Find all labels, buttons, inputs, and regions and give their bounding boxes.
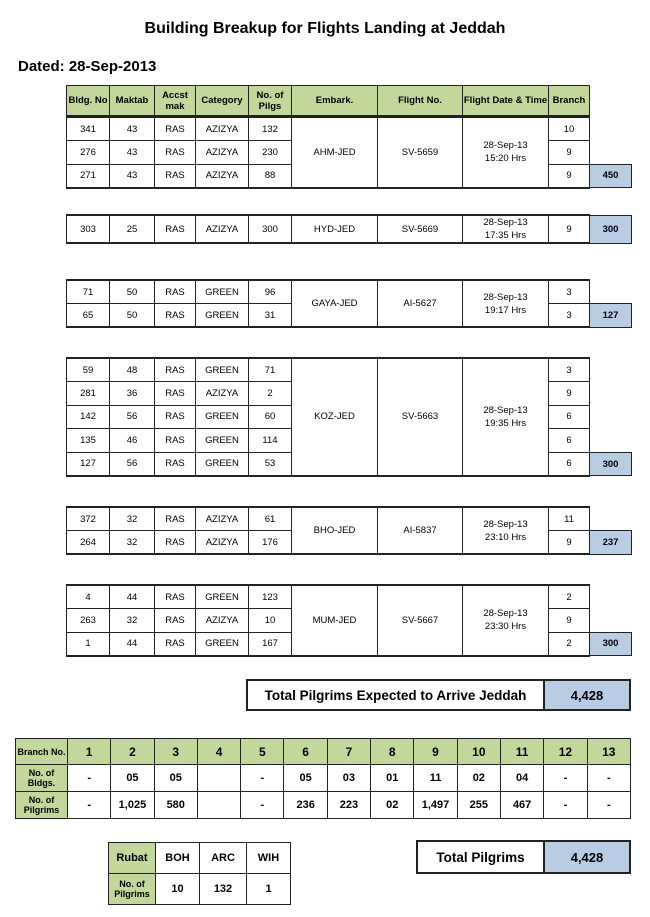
- flight-no-cell: SV-5663: [378, 358, 463, 476]
- branch-cell: 3: [549, 280, 590, 304]
- table-row: [67, 358, 632, 382]
- pilgs-cell: 71: [249, 358, 292, 382]
- date-label: Dated: 28-Sep-2013: [18, 58, 157, 75]
- category-cell: AZIZYA: [196, 117, 249, 141]
- pilgs-cell: 167: [249, 632, 292, 656]
- maktab-cell: 50: [110, 280, 155, 304]
- flight-no-cell: SV-5667: [378, 585, 463, 656]
- maktab-cell: 56: [110, 405, 155, 429]
- flight-no-cell: SV-5659: [378, 117, 463, 188]
- category-cell: GREEN: [196, 429, 249, 453]
- col-header-flight-no: Flight No.: [378, 86, 463, 116]
- col-header-flight-date: Flight Date & Time: [463, 86, 549, 116]
- summary-branch-number: 6: [284, 739, 327, 765]
- summary-pilgrims-value: 467: [500, 792, 543, 819]
- branch-cell: 9: [549, 164, 590, 188]
- blank-cell: [590, 609, 632, 633]
- rubat-value: 10: [156, 874, 200, 905]
- branch-summary-table: [15, 738, 631, 819]
- blank-cell: [590, 429, 632, 453]
- col-header-embark: Embark.: [292, 86, 378, 116]
- flight-date-cell: [463, 117, 549, 188]
- rubat-value: 132: [200, 874, 247, 905]
- flight-date-cell: [463, 585, 549, 656]
- total-expected-box: [246, 679, 631, 711]
- pilgs-cell: 60: [249, 405, 292, 429]
- branch-cell: 9: [549, 382, 590, 406]
- branch-cell: 9: [549, 531, 590, 555]
- accst-cell: RAS: [155, 531, 196, 555]
- maktab-cell: 50: [110, 304, 155, 328]
- col-header-category: Category: [196, 86, 249, 116]
- branch-cell: 9: [549, 609, 590, 633]
- summary-pilgrims-value: 255: [457, 792, 500, 819]
- maktab-cell: 32: [110, 609, 155, 633]
- maktab-cell: 48: [110, 358, 155, 382]
- summary-bldgs-value: 05: [154, 765, 197, 792]
- summary-branch-number: 2: [111, 739, 154, 765]
- branch-cell: 3: [549, 304, 590, 328]
- summary-bldgs-value: -: [544, 765, 587, 792]
- maktab-cell: 43: [110, 141, 155, 165]
- accst-cell: RAS: [155, 280, 196, 304]
- accst-cell: RAS: [155, 507, 196, 531]
- flight-date-cell: [463, 358, 549, 476]
- summary-branch-number: 7: [327, 739, 370, 765]
- accst-cell: RAS: [155, 304, 196, 328]
- category-cell: AZIZYA: [196, 609, 249, 633]
- flight-date: 28-Sep-13: [483, 518, 528, 530]
- summary-branch-number: 5: [241, 739, 284, 765]
- category-cell: GREEN: [196, 405, 249, 429]
- accst-cell: RAS: [155, 452, 196, 476]
- total-pilgrims-label: Total Pilgrims: [436, 849, 525, 865]
- summary-branch-number: 11: [500, 739, 543, 765]
- table-row: [67, 215, 632, 243]
- summary-bldgs-value: -: [587, 765, 630, 792]
- category-cell: GREEN: [196, 632, 249, 656]
- pilgs-cell: 230: [249, 141, 292, 165]
- branch-cell: 11: [549, 507, 590, 531]
- summary-pilgrims-value: [197, 792, 240, 819]
- summary-branch-row: [16, 739, 631, 765]
- group-total-cell: 127: [590, 304, 632, 328]
- group-total-cell: 300: [590, 452, 632, 476]
- maktab-cell: 25: [110, 215, 155, 243]
- summary-branch-number: 1: [68, 739, 111, 765]
- summary-bldgs-label: No. of Bldgs.: [16, 765, 68, 792]
- category-cell: GREEN: [196, 304, 249, 328]
- bldg-cell: 281: [67, 382, 110, 406]
- summary-pilgrims-value: -: [68, 792, 111, 819]
- flight-time: 23:10 Hrs: [484, 531, 527, 543]
- col-header-pilgs: No. of Pilgs: [249, 86, 292, 116]
- summary-bldgs-value: 02: [457, 765, 500, 792]
- flight-date-cell: [463, 215, 549, 243]
- accst-cell: RAS: [155, 164, 196, 188]
- branch-cell: 6: [549, 405, 590, 429]
- flight-no-cell: SV-5669: [378, 215, 463, 243]
- flight-no-cell: AI-5627: [378, 280, 463, 327]
- summary-pilgrims-value: -: [544, 792, 587, 819]
- branch-cell: 2: [549, 632, 590, 656]
- total-pilgrims-box: [416, 840, 631, 874]
- category-cell: AZIZYA: [196, 507, 249, 531]
- summary-pilgrims-value: 1,025: [111, 792, 154, 819]
- bldg-cell: 303: [67, 215, 110, 243]
- branch-cell: 9: [549, 215, 590, 243]
- summary-bldgs-value: 03: [327, 765, 370, 792]
- maktab-cell: 44: [110, 632, 155, 656]
- bldg-cell: 135: [67, 429, 110, 453]
- accst-cell: RAS: [155, 632, 196, 656]
- total-expected-label: Total Pilgrims Expected to Arrive Jeddah: [264, 687, 527, 703]
- category-cell: AZIZYA: [196, 141, 249, 165]
- accst-cell: RAS: [155, 609, 196, 633]
- flight-date: 28-Sep-13: [483, 404, 528, 416]
- summary-bldgs-value: 04: [500, 765, 543, 792]
- pilgs-cell: 31: [249, 304, 292, 328]
- col-header-maktab: Maktab: [110, 86, 155, 116]
- summary-branch-label: Branch No.: [16, 739, 68, 765]
- category-cell: AZIZYA: [196, 215, 249, 243]
- summary-pilgrims-value: -: [587, 792, 630, 819]
- summary-pilgrims-value: 223: [327, 792, 370, 819]
- flight-group-table: [66, 279, 632, 328]
- rubat-header: Rubat: [109, 843, 156, 874]
- summary-branch-number: 8: [371, 739, 414, 765]
- maktab-cell: 56: [110, 452, 155, 476]
- table-row: [67, 507, 632, 531]
- bldg-cell: 276: [67, 141, 110, 165]
- branch-cell: 10: [549, 117, 590, 141]
- pilgs-cell: 2: [249, 382, 292, 406]
- summary-branch-number: 9: [414, 739, 457, 765]
- summary-pilgrims-value: 580: [154, 792, 197, 819]
- summary-pilgrims-label: No. of Pilgrims: [16, 792, 68, 819]
- summary-pilgrims-value: -: [241, 792, 284, 819]
- flight-group-table: [66, 584, 632, 657]
- accst-cell: RAS: [155, 358, 196, 382]
- summary-bldgs-value: -: [241, 765, 284, 792]
- category-cell: GREEN: [196, 585, 249, 609]
- category-cell: GREEN: [196, 358, 249, 382]
- branch-cell: 3: [549, 358, 590, 382]
- bldg-cell: 271: [67, 164, 110, 188]
- table-row: [67, 585, 632, 609]
- blank-cell: [590, 507, 632, 531]
- embark-cell: GAYA-JED: [292, 280, 378, 327]
- flight-date-cell: [463, 280, 549, 327]
- flight-date: 28-Sep-13: [483, 140, 528, 152]
- pilgs-cell: 300: [249, 215, 292, 243]
- flight-time: 19:35 Hrs: [484, 417, 527, 429]
- summary-bldgs-value: 01: [371, 765, 414, 792]
- table-row: [67, 280, 632, 304]
- accst-cell: RAS: [155, 585, 196, 609]
- blank-cell: [590, 585, 632, 609]
- group-total-cell: 450: [590, 164, 632, 188]
- blank-cell: [590, 358, 632, 382]
- rubat-row-label: No. of Pilgrims: [109, 874, 156, 905]
- flight-no-cell: AI-5837: [378, 507, 463, 554]
- pilgs-cell: 53: [249, 452, 292, 476]
- summary-branch-number: 10: [457, 739, 500, 765]
- blank-cell: [590, 405, 632, 429]
- summary-bldgs-value: -: [68, 765, 111, 792]
- accst-cell: RAS: [155, 141, 196, 165]
- blank-cell: [590, 382, 632, 406]
- flight-group-table: [66, 357, 632, 477]
- bldg-cell: 59: [67, 358, 110, 382]
- bldg-cell: 264: [67, 531, 110, 555]
- total-expected-value: 4,428: [543, 681, 629, 709]
- pilgs-cell: 10: [249, 609, 292, 633]
- maktab-cell: 32: [110, 507, 155, 531]
- blank-cell: [590, 141, 632, 165]
- summary-bldgs-value: 05: [284, 765, 327, 792]
- summary-branch-number: 12: [544, 739, 587, 765]
- flight-date: 28-Sep-13: [483, 217, 528, 228]
- branch-cell: 9: [549, 141, 590, 165]
- maktab-cell: 36: [110, 382, 155, 406]
- embark-cell: HYD-JED: [292, 215, 378, 243]
- bldg-cell: 142: [67, 405, 110, 429]
- col-header-branch: Branch: [549, 86, 590, 116]
- accst-cell: RAS: [155, 117, 196, 141]
- flight-time: 15:20 Hrs: [484, 153, 527, 165]
- pilgs-cell: 176: [249, 531, 292, 555]
- group-total-cell: 300: [590, 215, 632, 243]
- bldg-cell: 1: [67, 632, 110, 656]
- summary-branch-number: 3: [154, 739, 197, 765]
- bldg-cell: 127: [67, 452, 110, 476]
- summary-pilgrims-value: 236: [284, 792, 327, 819]
- bldg-cell: 341: [67, 117, 110, 141]
- pilgs-cell: 114: [249, 429, 292, 453]
- category-cell: AZIZYA: [196, 531, 249, 555]
- bldg-cell: 4: [67, 585, 110, 609]
- summary-pilgrims-value: 1,497: [414, 792, 457, 819]
- accst-cell: RAS: [155, 382, 196, 406]
- rubat-name: ARC: [200, 843, 247, 874]
- embark-cell: AHM-JED: [292, 117, 378, 188]
- maktab-cell: 46: [110, 429, 155, 453]
- accst-cell: RAS: [155, 215, 196, 243]
- group-total-cell: 237: [590, 531, 632, 555]
- bldg-cell: 65: [67, 304, 110, 328]
- maktab-cell: 44: [110, 585, 155, 609]
- col-header-accst: Accst mak: [155, 86, 196, 116]
- flight-date: 28-Sep-13: [483, 608, 528, 620]
- category-cell: AZIZYA: [196, 382, 249, 406]
- maktab-cell: 43: [110, 117, 155, 141]
- flight-group-table: [66, 214, 632, 244]
- flight-group-table: [66, 116, 632, 189]
- flight-table-header: [66, 85, 590, 116]
- summary-bldgs-value: [197, 765, 240, 792]
- bldg-cell: 263: [67, 609, 110, 633]
- category-cell: AZIZYA: [196, 164, 249, 188]
- accst-cell: RAS: [155, 429, 196, 453]
- flight-time: 23:30 Hrs: [484, 621, 527, 633]
- pilgs-cell: 96: [249, 280, 292, 304]
- blank-cell: [590, 280, 632, 304]
- flight-time: 19:17 Hrs: [484, 304, 527, 316]
- group-total-cell: 300: [590, 632, 632, 656]
- pilgs-cell: 123: [249, 585, 292, 609]
- rubat-value: 1: [247, 874, 291, 905]
- rubat-name: BOH: [156, 843, 200, 874]
- summary-bldgs-row: [16, 765, 631, 792]
- summary-branch-number: 13: [587, 739, 630, 765]
- total-pilgrims-value: 4,428: [543, 842, 629, 872]
- flight-time: 17:35 Hrs: [484, 230, 527, 241]
- maktab-cell: 32: [110, 531, 155, 555]
- summary-bldgs-value: 11: [414, 765, 457, 792]
- summary-pilgrims-row: [16, 792, 631, 819]
- rubat-name: WIH: [247, 843, 291, 874]
- rubat-table: [108, 842, 291, 905]
- flight-date: 28-Sep-13: [483, 291, 528, 303]
- bldg-cell: 372: [67, 507, 110, 531]
- embark-cell: BHO-JED: [292, 507, 378, 554]
- flight-date-cell: [463, 507, 549, 554]
- bldg-cell: 71: [67, 280, 110, 304]
- summary-pilgrims-value: 02: [371, 792, 414, 819]
- branch-cell: 2: [549, 585, 590, 609]
- pilgs-cell: 88: [249, 164, 292, 188]
- table-row: [67, 117, 632, 141]
- branch-cell: 6: [549, 429, 590, 453]
- flight-group-table: [66, 506, 632, 555]
- pilgs-cell: 132: [249, 117, 292, 141]
- summary-bldgs-value: 05: [111, 765, 154, 792]
- accst-cell: RAS: [155, 405, 196, 429]
- category-cell: GREEN: [196, 280, 249, 304]
- maktab-cell: 43: [110, 164, 155, 188]
- embark-cell: MUM-JED: [292, 585, 378, 656]
- col-header-bldg: Bldg. No: [67, 86, 110, 116]
- pilgs-cell: 61: [249, 507, 292, 531]
- branch-cell: 6: [549, 452, 590, 476]
- summary-branch-number: 4: [197, 739, 240, 765]
- category-cell: GREEN: [196, 452, 249, 476]
- embark-cell: KOZ-JED: [292, 358, 378, 476]
- page-title: Building Breakup for Flights Landing at Jeddah: [144, 20, 506, 37]
- blank-cell: [590, 117, 632, 141]
